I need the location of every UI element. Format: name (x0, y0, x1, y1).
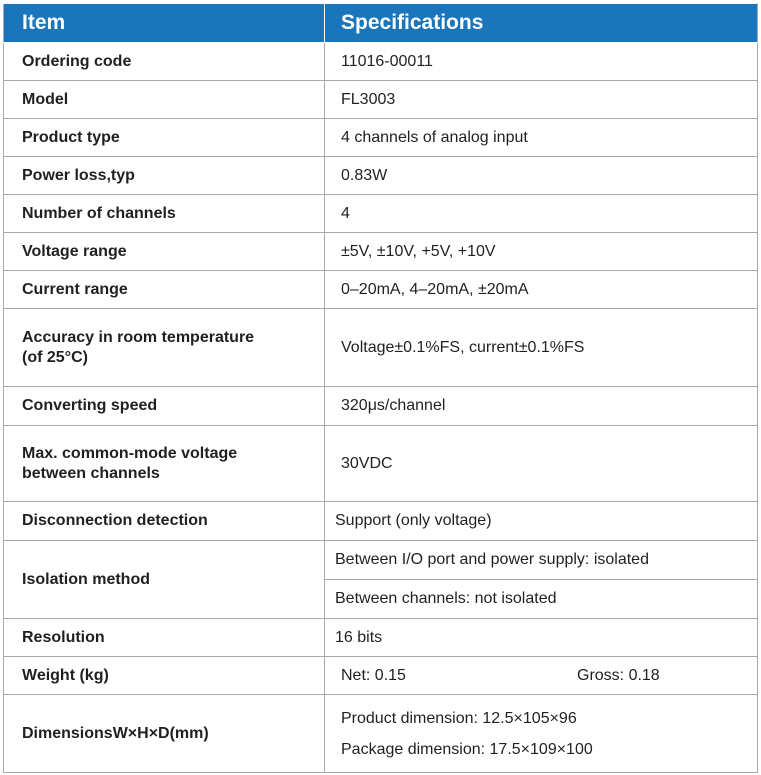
common-mode-label-line2: between channels (22, 464, 160, 482)
row-label-voltage-range: Voltage range (4, 233, 325, 271)
row-label-isolation-method: Isolation method (4, 541, 325, 619)
row-value-model: FL3003 (325, 81, 758, 119)
table-row (4, 233, 758, 271)
table-row (4, 271, 758, 309)
table-row (4, 541, 758, 580)
row-label-number-of-channels: Number of channels (4, 195, 325, 233)
row-label-dimensions: DimensionsW×H×D(mm) (4, 695, 325, 773)
header-row (4, 4, 758, 43)
row-value-dimensions (325, 695, 758, 773)
row-value-voltage-range: ±5V, ±10V, +5V, +10V (325, 233, 758, 271)
row-value-common-mode-voltage: 30VDC (325, 426, 758, 502)
row-label-converting-speed: Converting speed (4, 387, 325, 426)
table-row (4, 81, 758, 119)
row-value-number-of-channels: 4 (325, 195, 758, 233)
row-value-current-range: 0–20mA, 4–20mA, ±20mA (325, 271, 758, 309)
row-value-power-loss: 0.83W (325, 157, 758, 195)
row-label-model: Model (4, 81, 325, 119)
table-row (4, 502, 758, 541)
row-label-power-loss: Power loss,typ (4, 157, 325, 195)
row-label-accuracy (4, 309, 325, 387)
row-label-resolution: Resolution (4, 619, 325, 657)
row-value-resolution: 16 bits (325, 619, 758, 657)
table-row (4, 657, 758, 695)
table-row (4, 619, 758, 657)
table-row (4, 119, 758, 157)
weight-gross: Gross: 0.18 (577, 666, 660, 684)
row-value-disconnection-detection: Support (only voltage) (325, 502, 758, 541)
accuracy-label-line1: Accuracy in room temperature (22, 328, 255, 346)
row-value-accuracy: Voltage±0.1%FS, current±0.1%FS (325, 309, 758, 387)
table-row (4, 309, 758, 387)
table-row (4, 387, 758, 426)
row-label-ordering-code: Ordering code (4, 43, 325, 81)
weight-net: Net: 0.15 (341, 666, 406, 684)
dimension-package: Package dimension: 17.5×109×100 (341, 740, 593, 758)
row-value-isolation-io: Between I/O port and power supply: isolated (325, 541, 758, 580)
row-label-weight: Weight (kg) (4, 657, 325, 695)
table-row (4, 695, 758, 773)
table-row (4, 426, 758, 502)
row-label-disconnection-detection: Disconnection detection (4, 502, 325, 541)
row-label-product-type: Product type (4, 119, 325, 157)
dimension-product: Product dimension: 12.5×105×96 (341, 709, 577, 727)
row-value-product-type: 4 channels of analog input (325, 119, 758, 157)
table-row (4, 195, 758, 233)
row-value-weight (325, 657, 758, 695)
accuracy-label-line2: (of 25°C) (22, 348, 88, 366)
row-value-isolation-channels: Between channels: not isolated (325, 580, 758, 619)
header-specifications: Specifications (325, 4, 758, 43)
header-item: Item (4, 4, 325, 43)
row-value-ordering-code: 11016-00011 (325, 43, 758, 81)
table-row (4, 157, 758, 195)
table-row (4, 43, 758, 81)
row-value-converting-speed: 320μs/channel (325, 387, 758, 426)
spec-table (3, 3, 758, 773)
row-label-current-range: Current range (4, 271, 325, 309)
common-mode-label-line1: Max. common-mode voltage (22, 444, 238, 462)
row-label-common-mode-voltage (4, 426, 325, 502)
